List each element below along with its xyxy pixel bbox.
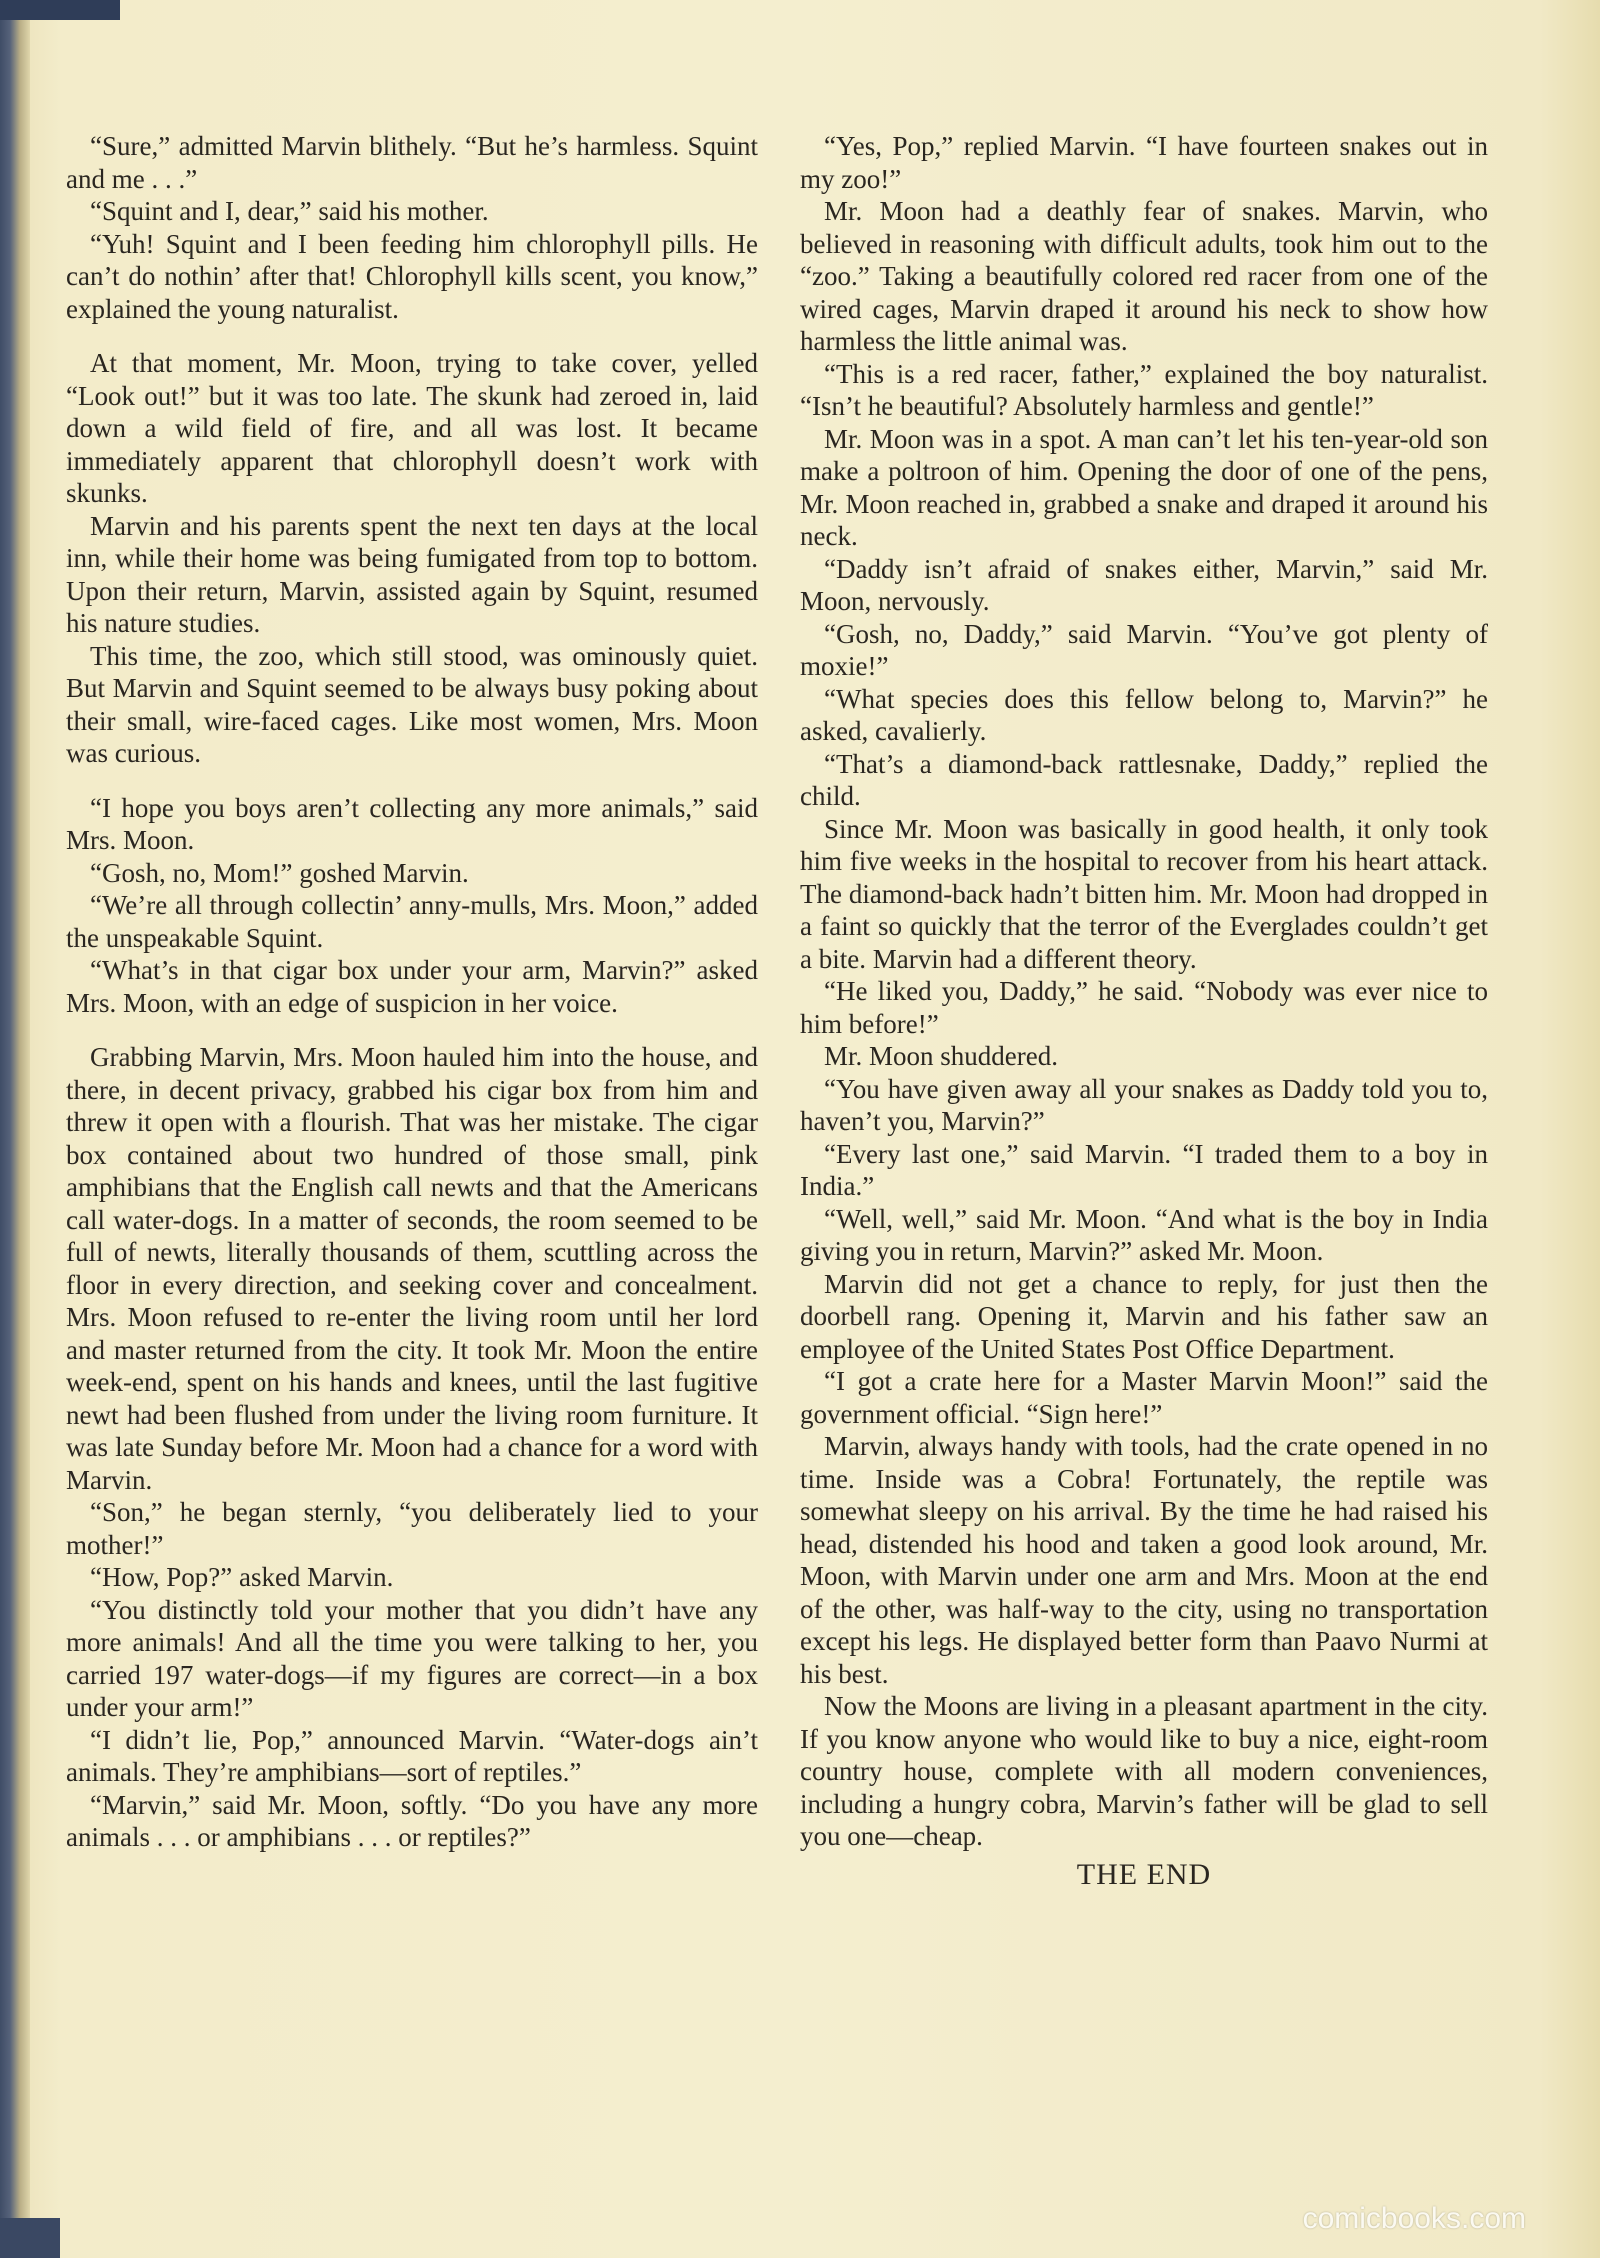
paragraph: Marvin and his parents spent the next ten days at the local inn, while their home was being fumigated from top to bottom. Upon their return, Marvin, assisted again by Squint, resumed his nature studies.	[66, 510, 758, 638]
paragraph: “Marvin,” said Mr. Moon, softly. “Do you have any more animals . . . or amphibians . . . or reptiles?”	[66, 1789, 758, 1852]
paragraph: “Sure,” admitted Marvin blithely. “But he’s harmless. Squint and me . . .”	[66, 131, 758, 194]
paragraph: “How, Pop?” asked Marvin.	[90, 1562, 394, 1592]
the-end-label: THE END	[1076, 1857, 1212, 1891]
paragraph: “You distinctly told your mother that you didn’t have any more animals! And all the time you were talking to her, you carried 197 water-dogs—if my figures are correct—in a box under your arm!”	[66, 1594, 758, 1722]
paragraph: “What species does this fellow belong to, Marvin?” he asked, cavalierly.	[800, 683, 1488, 746]
paragraph: “That’s a diamond-back rattlesnake, Daddy,” replied the child.	[800, 748, 1488, 811]
paragraph: “Yuh! Squint and I been feeding him chlorophyll pills. He can’t do nothin’ after that! Chlorophyll kills scent, you know,” explained the young naturalist.	[66, 228, 758, 324]
paragraph: “Squint and I, dear,” said his mother.	[90, 196, 489, 226]
paragraph: “Daddy isn’t afraid of snakes either, Marvin,” said Mr. Moon, nervously.	[800, 553, 1488, 616]
paragraph: “What’s in that cigar box under your arm, Marvin?” asked Mrs. Moon, with an edge of suspicion in her voice.	[66, 955, 758, 1018]
paragraph: Now the Moons are living in a pleasant apartment in the city. If you know anyone who would like to buy a nice, eight-room country house, complete with all modern conveniences, including a hungry cobra, Marvin’s father will be glad to sell you one—cheap.	[800, 1691, 1488, 1851]
binding-tape-top	[0, 0, 120, 20]
paragraph: At that moment, Mr. Moon, trying to take cover, yelled “Look out!” but it was too late. The skunk had zeroed in, laid down a wild field of fire, and all was lost. It became immediately apparent that chlorophyll doesn’t work with skunks.	[66, 348, 758, 508]
site-watermark: comicbooks.com	[1302, 2202, 1526, 2235]
paragraph: “Every last one,” said Marvin. “I traded them to a boy in India.”	[800, 1138, 1488, 1201]
paragraph: Since Mr. Moon was basically in good health, it only took him five weeks in the hospital to recover from his heart attack. The diamond-back hadn’t bitten him. Mr. Moon had dropped in a faint so quickly that the terror of the Everglades couldn’t get a bite. Marvin had a different theory.	[800, 813, 1488, 974]
paragraph: Marvin, always handy with tools, had the crate opened in no time. Inside was a Cobra! Fortunately, the reptile was somewhat sleepy on his arrival. By the time he had raised his head, distended his hood and taken a good look around, Mr. Moon, with Marvin under one arm and Mrs. Moon at the end of the other, was half-way to the city, using no transportation except his legs. He displayed better form than Paavo Nurmi at his best.	[800, 1431, 1488, 1689]
paragraph: “I got a crate here for a Master Marvin Moon!” said the government official. “Sign here!”	[800, 1366, 1488, 1429]
paragraph: This time, the zoo, which still stood, was ominously quiet. But Marvin and Squint seemed to be always busy poking about their small, wire-faced cages. Like most women, Mrs. Moon was curious.	[66, 640, 758, 768]
paragraph: Mr. Moon was in a spot. A man can’t let his ten-year-old son make a poltroon of him. Opening the door of one of the pens, Mr. Moon reached in, grabbed a snake and draped it around his neck.	[800, 423, 1488, 551]
left-text-column	[66, 130, 758, 1854]
paragraph: Mr. Moon had a deathly fear of snakes. Marvin, who believed in reasoning with difficult adults, took him out to the “zoo.” Taking a beautifully colored red racer from one of the wired cages, Marvin draped it around his neck to show how harmless the little animal was.	[800, 196, 1488, 356]
binding-spine	[0, 0, 30, 2258]
paragraph: “Well, well,” said Mr. Moon. “And what is the boy in India giving you in return, Marvin?” asked Mr. Moon.	[800, 1203, 1488, 1266]
paragraph: Mr. Moon shuddered.	[824, 1041, 1058, 1071]
paragraph: “I hope you boys aren’t collecting any more animals,” said Mrs. Moon.	[66, 792, 758, 855]
paragraph: “Gosh, no, Daddy,” said Marvin. “You’ve got plenty of moxie!”	[800, 618, 1488, 681]
paragraph: “He liked you, Daddy,” he said. “Nobody was ever nice to him before!”	[800, 976, 1488, 1039]
paragraph: “I didn’t lie, Pop,” announced Marvin. “Water-dogs ain’t animals. They’re amphibians—sort of reptiles.”	[66, 1724, 758, 1787]
paragraph: Grabbing Marvin, Mrs. Moon hauled him into the house, and there, in decent privacy, grabbed his cigar box from him and threw it open with a flourish. That was her mistake. The cigar box contained about two hundred of those small, pink amphibians that the English call newts and that the Americans call water-dogs. In a matter of seconds, the room seemed to be full of newts, literally thousands of them, scuttling across the floor in every direction, and seeking cover and concealment. Mrs. Moon refused to re-enter the living room until her lord and master returned from the city. It took Mr. Moon the entire week-end, spent on his hands and knees, until the last fugitive newt had been flushed from under the living room furniture. It was late Sunday before Mr. Moon had a chance for a word with Marvin.	[66, 1042, 758, 1495]
paragraph: “We’re all through collectin’ anny-mulls, Mrs. Moon,” added the unspeakable Squint.	[66, 890, 758, 953]
paragraph: “This is a red racer, father,” explained the boy naturalist. “Isn’t he beautiful? Absolutely harmless and gentle!”	[800, 358, 1488, 421]
right-text-column	[800, 130, 1488, 1891]
paragraph: Marvin did not get a chance to reply, for just then the doorbell rang. Opening it, Marvin and his father saw an employee of the United States Post Office Department.	[800, 1268, 1488, 1364]
paragraph: “Son,” he began sternly, “you deliberately lied to your mother!”	[66, 1497, 758, 1560]
paragraph: “You have given away all your snakes as Daddy told you to, haven’t you, Marvin?”	[800, 1073, 1488, 1136]
paragraph: “Yes, Pop,” replied Marvin. “I have fourteen snakes out in my zoo!”	[800, 131, 1488, 194]
binding-tape-bottom	[0, 2218, 60, 2258]
paragraph: “Gosh, no, Mom!” goshed Marvin.	[90, 857, 469, 888]
